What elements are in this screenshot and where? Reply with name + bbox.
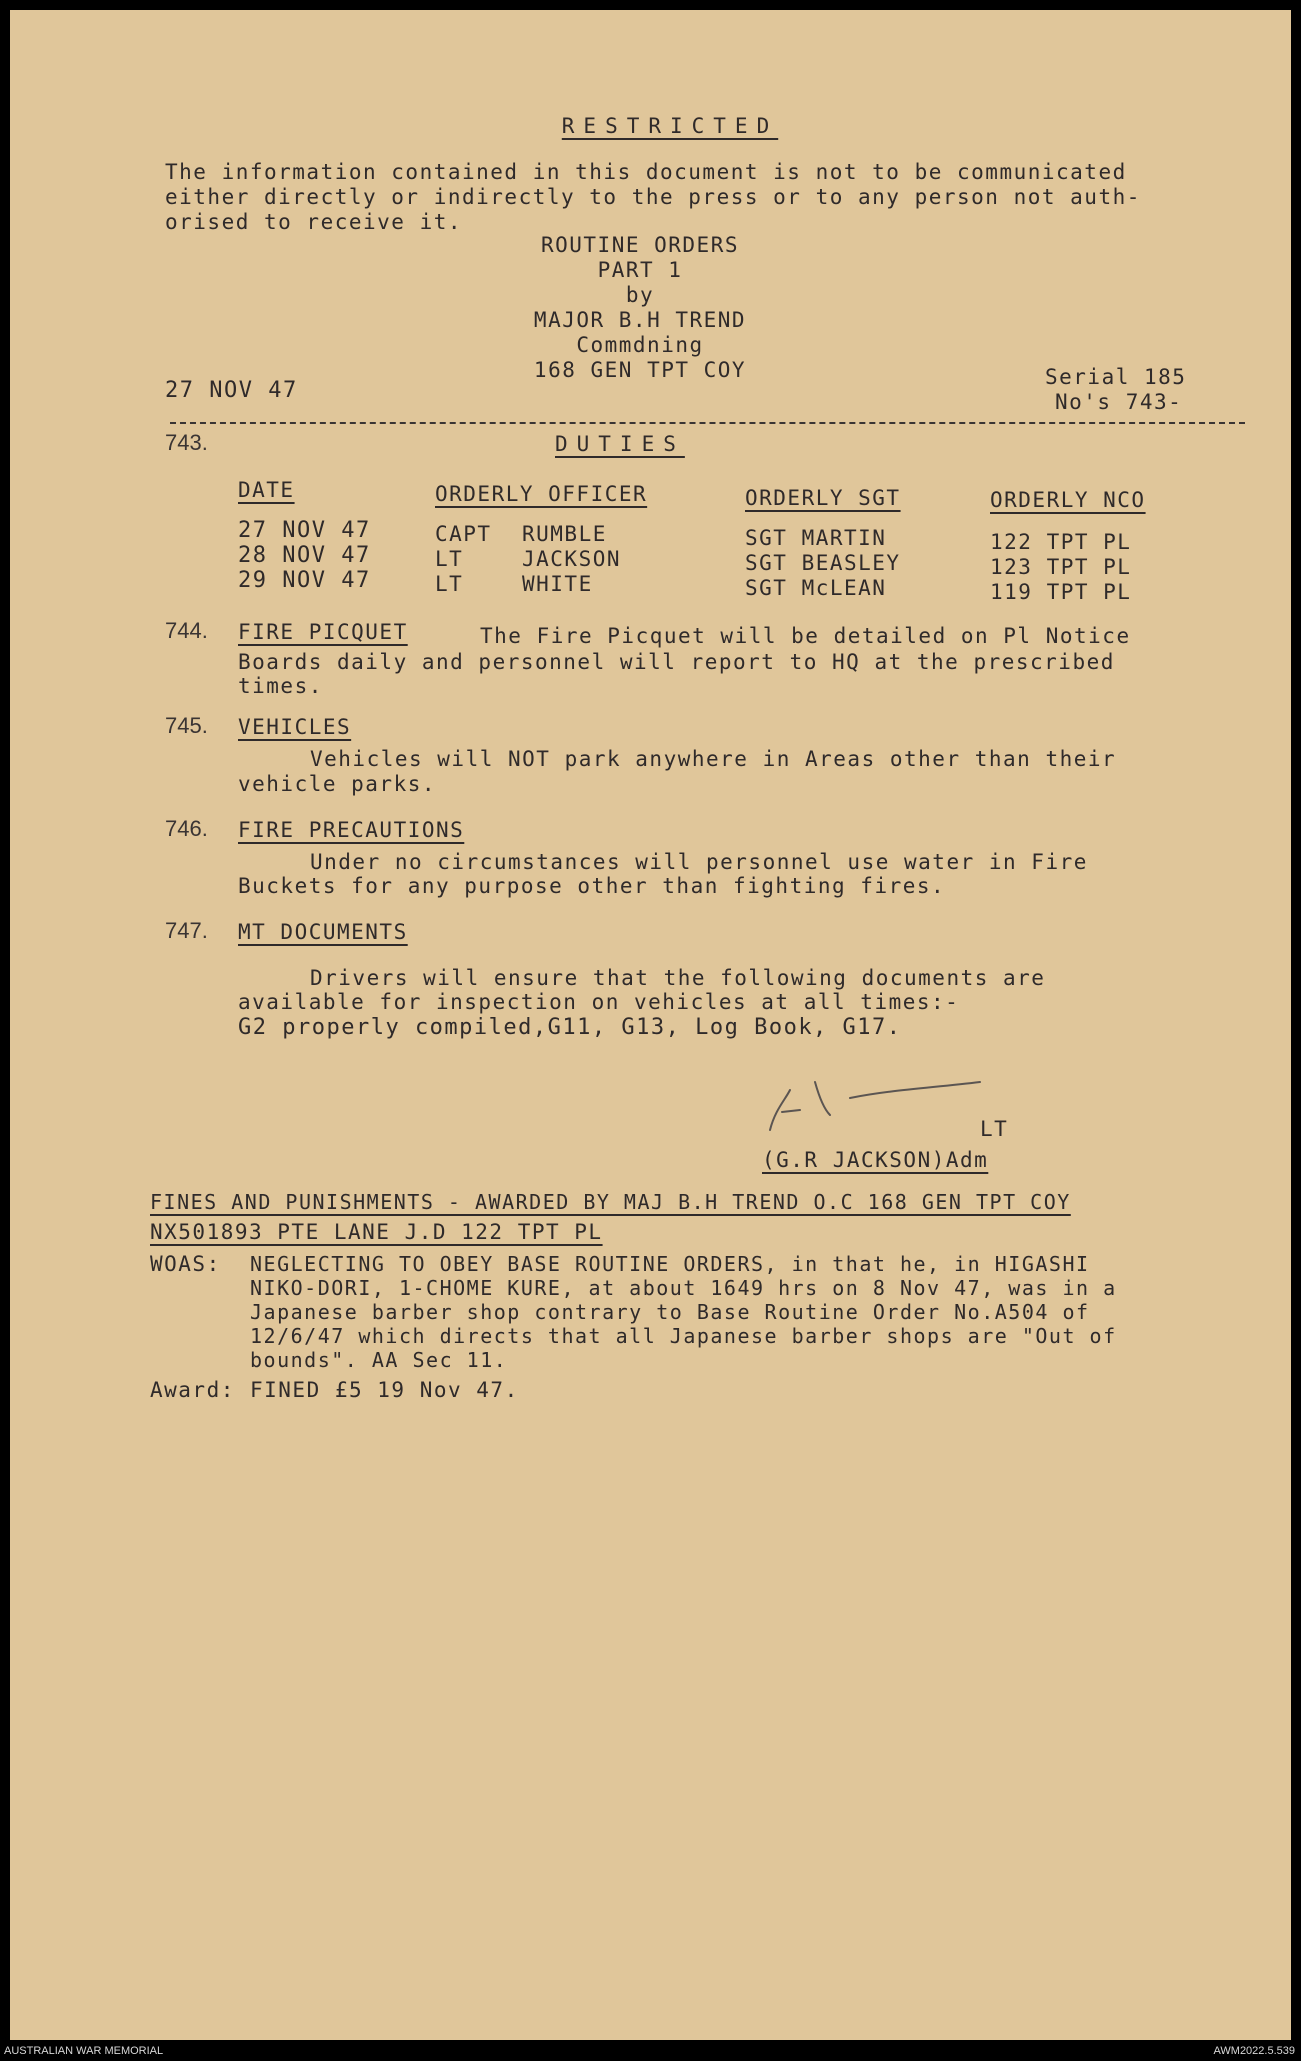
signatory-rank: LT <box>980 1117 1009 1141</box>
order-line: available for inspection on vehicles at all times:- <box>238 990 960 1014</box>
archive-footer-left: AUSTRALIAN WAR MEMORIAL <box>4 2045 164 2057</box>
title-line-4: MAJOR B.H TREND <box>533 308 747 332</box>
duty-row-nco: 119 TPT PL <box>990 580 1132 604</box>
fines-heading: FINES AND PUNISHMENTS - AWARDED BY MAJ B.H TREND O.C 168 GEN TPT COY <box>150 1190 1071 1214</box>
duty-row-date: 28 NOV 47 <box>238 543 371 568</box>
classification-text: RESTRICTED <box>561 114 779 138</box>
order-number: 745. <box>165 713 208 738</box>
fines-offence-line: NEGLECTING TO OBEY BASE ROUTINE ORDERS, in that he, in HIGASHI <box>250 1252 1090 1276</box>
duty-row-officer: WHITE <box>522 572 593 596</box>
order-number: 744. <box>165 618 208 643</box>
notice-line-1: The information contained in this document is not to be communicated <box>165 160 1127 184</box>
signatory-name: (G.R JACKSON)Adm <box>762 1148 989 1172</box>
order-heading: VEHICLES <box>238 715 352 739</box>
order-line: Vehicles will NOT park anywhere in Areas other than their <box>310 747 1117 771</box>
notice-line-2: either directly or indirectly to the press or to any person not auth- <box>165 185 1141 209</box>
order-number: 746. <box>165 816 208 841</box>
duties-col-date: DATE <box>238 478 295 502</box>
fines-award-label: Award: <box>150 1378 235 1402</box>
fines-offence-line: bounds". AA Sec 11. <box>250 1348 508 1372</box>
duty-row-officer: JACKSON <box>522 547 622 571</box>
title-line-5: Commdning <box>576 333 704 357</box>
order-heading: MT DOCUMENTS <box>238 920 408 944</box>
order-line: Boards daily and personnel will report to HQ at the prescribed <box>238 650 1115 674</box>
duty-row-sgt: SGT McLEAN <box>745 576 887 600</box>
fines-offence-line: NIKO-DORI, 1-CHOME KURE, at about 1649 hrs on 8 Nov 47, was in a <box>250 1276 1117 1300</box>
order-line: Drivers will ensure that the following documents are <box>310 966 1046 990</box>
fines-offence-line: 12/6/47 which directs that all Japanese barber shops are "Out of <box>250 1324 1117 1348</box>
duty-row-sgt: SGT BEASLEY <box>745 551 901 575</box>
document-date: 27 NOV 47 <box>165 378 298 403</box>
duty-row-officer: RUMBLE <box>522 522 607 546</box>
duty-row-nco: 123 TPT PL <box>990 555 1132 579</box>
duties-number: 743. <box>165 430 208 455</box>
duty-row-date: 27 NOV 47 <box>238 518 371 543</box>
document-page <box>10 10 1291 2040</box>
notice-line-3: orised to receive it. <box>165 210 463 234</box>
title-line-2: PART 1 <box>597 258 683 282</box>
duty-row-rank: LT <box>435 572 464 596</box>
order-line: Under no circumstances will personnel use water in Fire <box>310 850 1088 874</box>
duties-col-officer: ORDERLY OFFICER <box>435 482 648 506</box>
fines-offence-label: WOAS: <box>150 1252 221 1276</box>
order-line: Buckets for any purpose other than fighting fires. <box>238 874 946 898</box>
serial-number: Serial 185 <box>1045 365 1187 389</box>
title-line-1: ROUTINE ORDERS <box>540 233 739 257</box>
title-line-3: by <box>625 283 655 307</box>
order-heading: FIRE PICQUET <box>238 620 408 644</box>
duty-row-rank: LT <box>435 547 464 571</box>
duties-col-sgt: ORDERLY SGT <box>745 486 901 510</box>
order-heading: FIRE PRECAUTIONS <box>238 818 465 842</box>
fines-soldier: NX501893 PTE LANE J.D 122 TPT PL <box>150 1220 603 1244</box>
duty-row-nco: 122 TPT PL <box>990 530 1132 554</box>
order-line: The Fire Picquet will be detailed on Pl Notice <box>480 624 1131 648</box>
header-divider <box>170 422 1245 424</box>
duty-row-sgt: SGT MARTIN <box>745 526 887 550</box>
order-line: G2 properly compiled,G11, G13, Log Book, G17. <box>238 1015 902 1040</box>
order-number: 747. <box>165 918 208 943</box>
duty-row-rank: CAPT <box>435 522 492 546</box>
classification-heading <box>490 114 850 138</box>
duty-row-date: 29 NOV 47 <box>238 568 371 593</box>
title-line-6: 168 GEN TPT COY <box>533 358 747 382</box>
order-numbers: No's 743- <box>1055 390 1183 414</box>
fines-offence-line: Japanese barber shop contrary to Base Routine Order No.A504 of <box>250 1300 1090 1324</box>
duties-heading: DUTIES <box>555 432 685 456</box>
order-line: vehicle parks. <box>238 772 437 796</box>
duties-col-nco: ORDERLY NCO <box>990 488 1146 512</box>
order-line: times. <box>238 674 323 698</box>
fines-award-text: FINED £5 19 Nov 47. <box>250 1378 519 1402</box>
archive-footer-right: AWM2022.5.539 <box>1213 2045 1295 2057</box>
